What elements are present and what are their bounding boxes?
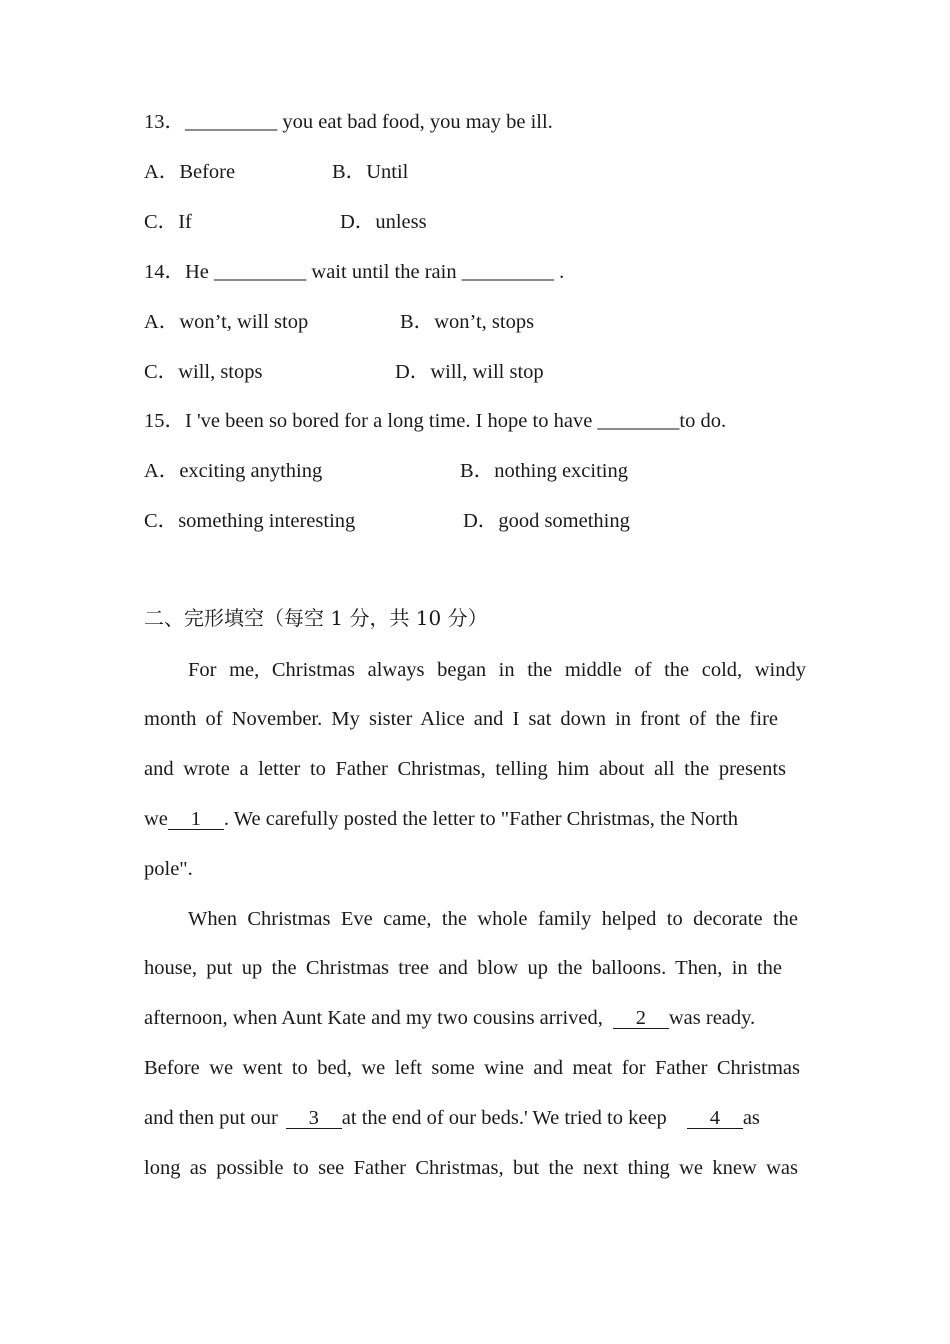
passage-line: we 1 . We carefully posted the letter to "Father Christmas, the North <box>144 808 739 830</box>
passage-line: When Christmas Eve came, the whole family helped to decorate the <box>188 908 798 930</box>
option-b: B．nothing exciting <box>460 460 628 482</box>
passage-line: month of November. My sister Alice and I sat down in front of the fire <box>144 708 778 730</box>
option-c: C．something interesting <box>144 510 356 532</box>
cloze-blank-3: 3 <box>286 1108 342 1129</box>
question-13-stem <box>144 110 553 136</box>
question-text: you eat bad food, you may be ill. <box>277 111 553 133</box>
option-a: A．exciting anything <box>144 460 323 482</box>
question-number: 13． <box>144 111 185 133</box>
passage-line: Before we went to bed, we left some wine and meat for Father Christmas <box>144 1057 800 1079</box>
option-a: A．Before <box>144 161 236 183</box>
option-d: D．good something <box>463 510 630 532</box>
passage-line: long as possible to see Father Christmas, but the next thing we knew was <box>144 1157 798 1179</box>
section-title: 二、完形填空（每空 1 分，共 10 分） <box>144 606 488 630</box>
answer-blank: _________ <box>185 111 278 133</box>
cloze-blank-4: 4 <box>687 1108 743 1129</box>
question-14-stem: 14．He _________ wait until the rain _________ . <box>144 261 565 283</box>
cloze-blank-1: 1 <box>168 809 224 830</box>
passage-line: afternoon, when Aunt Kate and my two cousins arrived, 2 was ready. <box>144 1007 756 1029</box>
option-c: C．will, stops <box>144 361 263 383</box>
passage-line: pole". <box>144 858 193 880</box>
cloze-blank-2: 2 <box>613 1008 669 1029</box>
passage-line: For me, Christmas always began in the middle of the cold, windy <box>188 659 806 681</box>
passage-line: house, put up the Christmas tree and blow up the balloons. Then, in the <box>144 957 782 979</box>
option-b: B．won’t, stops <box>400 311 535 333</box>
question-15-stem: 15．I 've been so bored for a long time. I hope to have ________to do. <box>144 410 727 432</box>
option-b: B．Until <box>332 161 409 183</box>
option-d: D．unless <box>340 211 427 233</box>
option-a: A．won’t, will stop <box>144 311 309 333</box>
passage-line: and then put our 3 at the end of our beds.' We tried to keep 4 as <box>144 1107 760 1129</box>
passage-line: and wrote a letter to Father Christmas, telling him about all the presents <box>144 758 786 780</box>
option-c: C．If <box>144 211 192 233</box>
option-d: D．will, will stop <box>395 361 544 383</box>
